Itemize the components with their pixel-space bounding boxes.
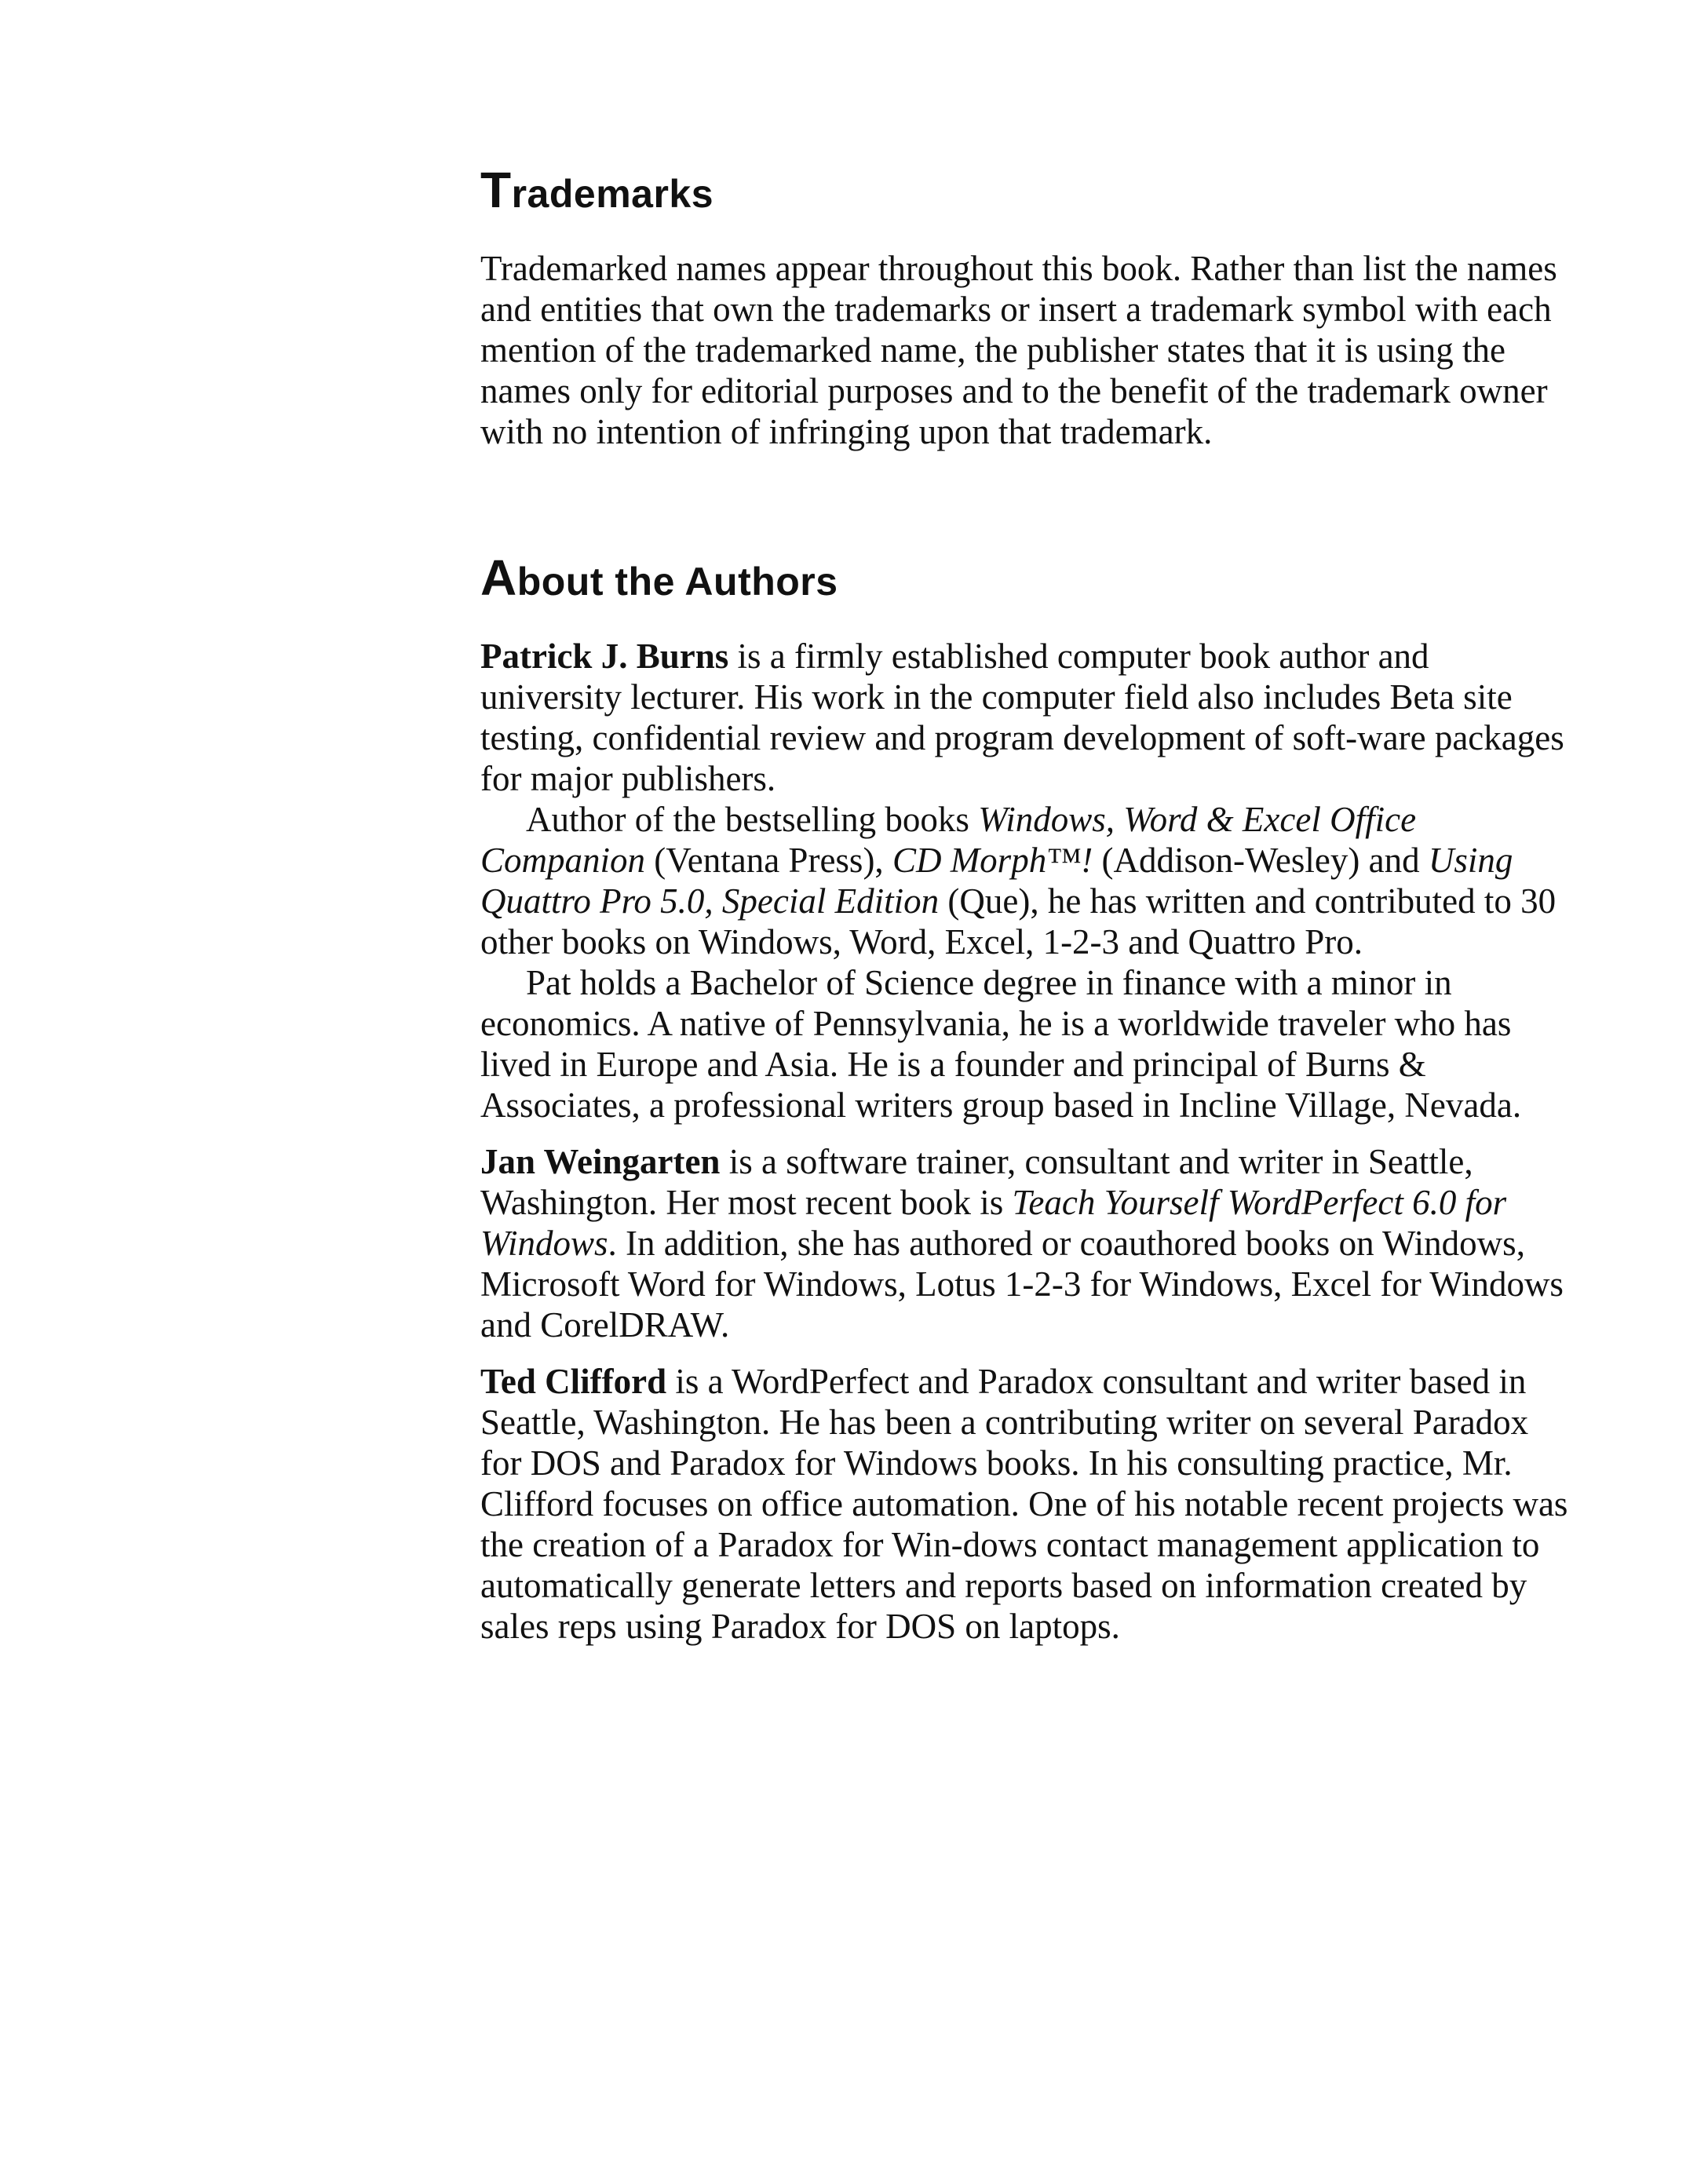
clifford-paragraph bbox=[480, 1361, 1571, 1647]
burns-p2-d: (Que), he has written and contributed to 30 other books on Windows, Word, Excel, 1-2-3 and Quattro Pro. bbox=[480, 881, 1557, 961]
book-title-office-companion: Windows, Word & Excel Office Companion bbox=[480, 800, 1417, 880]
weingarten-text-b: . In addition, she has authored or coauthored books on Windows, Microsoft Word for Windows, Lotus 1-2-3 for Windows, Excel for Windows and CorelDRAW. bbox=[480, 1224, 1564, 1345]
author-name-weingarten: Jan Weingarten bbox=[480, 1142, 721, 1181]
book-title-cd-morph: CD Morph™! bbox=[892, 841, 1093, 880]
burns-p2-b: (Ventana Press), bbox=[645, 841, 892, 880]
burns-paragraph-3: Pat holds a Bachelor of Science degree in finance with a minor in economics. A native of Pennsylvania, he is a worldwide traveler who has lived in Europe and Asia. He is a founder and principal of Burns & Associates, a professional writers group based in Incline Village, Nevada. bbox=[480, 963, 1522, 1125]
book-title-teach-yourself: Teach Yourself WordPerfect 6.0 for Windows bbox=[480, 1183, 1507, 1263]
authors-heading-cap: A bbox=[480, 549, 517, 606]
burns-p2-a: Author of the bestselling books bbox=[526, 800, 979, 839]
trademarks-heading-cap: T bbox=[480, 162, 512, 218]
weingarten-paragraph bbox=[480, 1141, 1571, 1345]
burns-paragraph-1 bbox=[480, 636, 1571, 799]
author-name-clifford: Ted Clifford bbox=[480, 1362, 667, 1401]
page-content bbox=[480, 162, 1571, 1647]
trademarks-body: Trademarked names appear throughout this book. Rather than list the names and entities that own the trademarks or insert a trademark symbol with each mention of the trademarked name, the publisher states that it is using the names only for editorial purposes and to the benefit of the trademark owner with no intention of infringing upon that trademark. bbox=[480, 249, 1557, 451]
book-title-quattro-pro: Using Quattro Pro 5.0, Special Edition bbox=[480, 841, 1513, 921]
authors-heading-rest: bout the Authors bbox=[516, 560, 838, 604]
burns-p2-c: (Addison-Wesley) and bbox=[1093, 841, 1429, 880]
burns-paragraph-2 bbox=[480, 799, 1571, 962]
author-name-burns: Patrick J. Burns bbox=[480, 637, 729, 676]
burns-p1-text: is a firmly established computer book author and university lecturer. His work in the computer field also includes Beta site testing, confidential review and program development of soft-ware packages for major publishers. bbox=[480, 637, 1564, 798]
trademarks-heading-rest: rademarks bbox=[511, 172, 714, 216]
trademarks-heading bbox=[480, 162, 1571, 218]
weingarten-text-a: is a software trainer, consultant and writer in Seattle, Washington. Her most recent book is bbox=[480, 1142, 1473, 1222]
authors-heading bbox=[480, 549, 1571, 606]
clifford-text: is a WordPerfect and Paradox consultant and writer based in Seattle, Washington. He has been a contributing writer on several Paradox for DOS and Paradox for Windows books. In his consulting practice, Mr. Clifford focuses on office automation. One of his notable recent projects was the creation of a Paradox for Win-dows contact management application to automatically generate letters and reports based on information created by sales reps using Paradox for DOS on laptops. bbox=[480, 1362, 1568, 1646]
